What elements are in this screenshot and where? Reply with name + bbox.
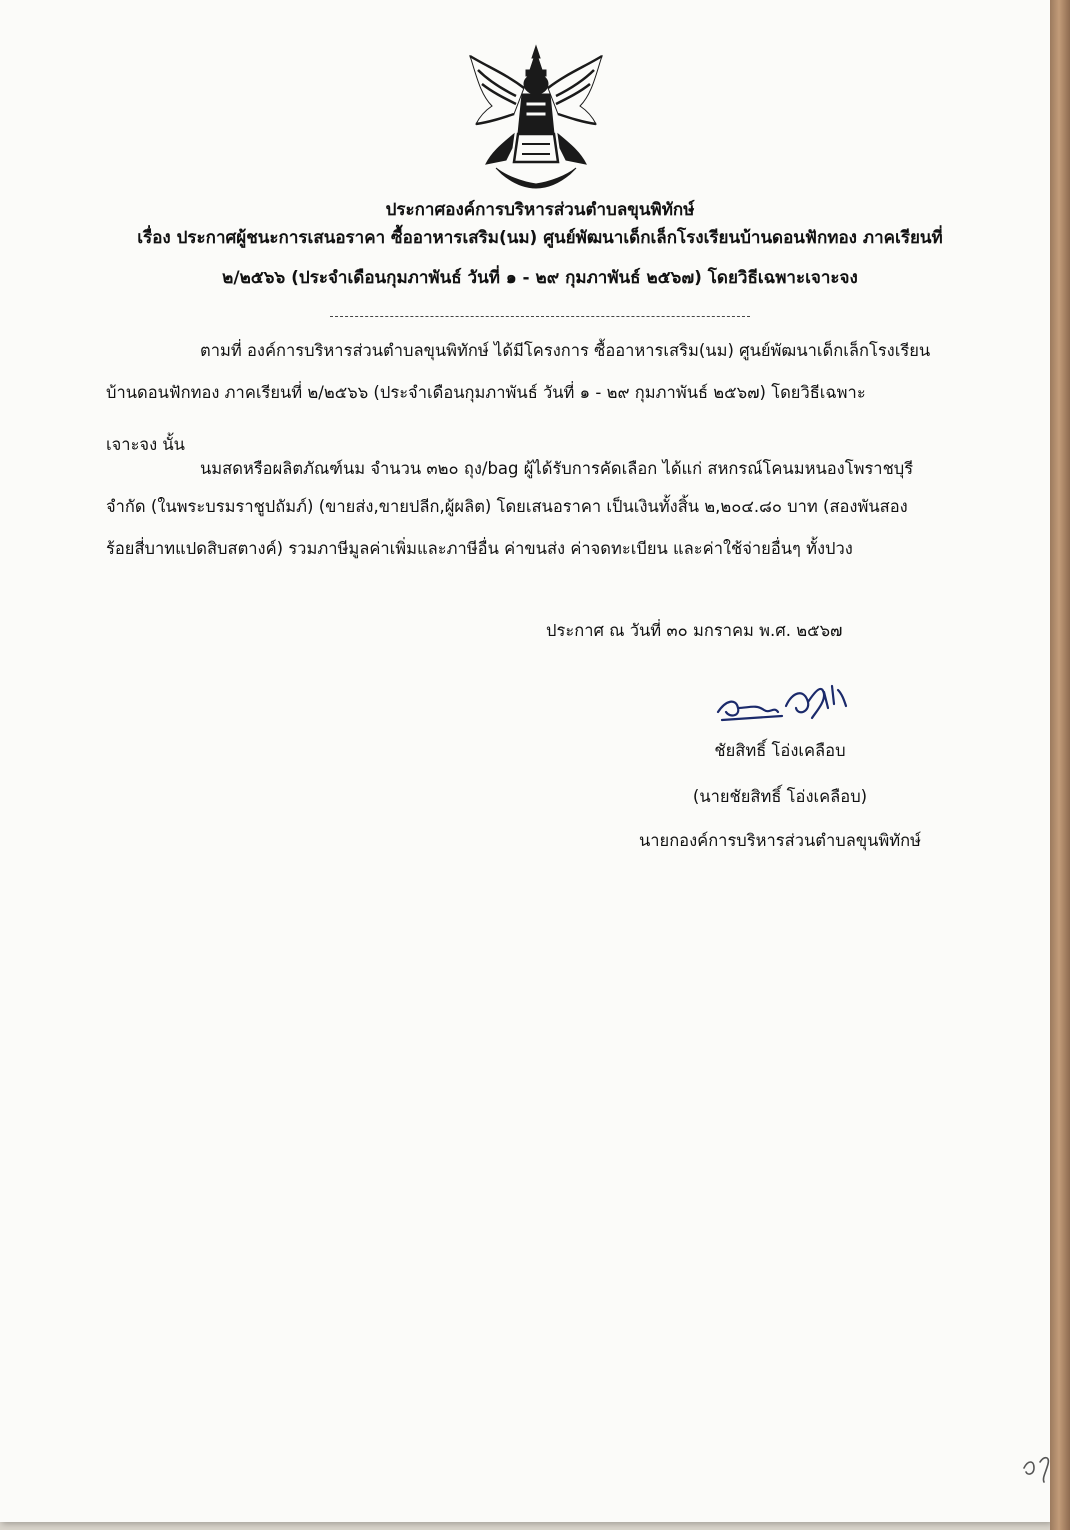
handwritten-signature (712, 682, 852, 724)
handwritten-corner-mark (1020, 1450, 1050, 1484)
signer-name: ชัยสิทธิ์ โอ่งเคลือบ (714, 741, 846, 760)
paragraph-2-line-2: จำกัด (ในพระบรมราชูปถัมภ์) (ขายส่ง,ขายปลีก,ผู้ผลิต) โดยเสนอราคา เป็นเงินทั้งสิ้น ๒,๒๐๔.๘๐ บาท (สองพันสอง (106, 497, 908, 516)
subject-line-1: เรื่อง ประกาศผู้ชนะการเสนอราคา ซื้ออาหารเสริม(นม) ศูนย์พัฒนาเด็กเล็กโรงเรียนบ้านดอนฟักทอง ภาคเรียนที่ (137, 228, 943, 248)
garuda-emblem-icon (466, 44, 606, 190)
paragraph-2-line-1: นมสดหรือผลิตภัณฑ์นม จำนวน ๓๒๐ ถุง/bag ผู้ได้รับการคัดเลือก ได้แก่ สหกรณ์โคนมหนองโพราชบุรี (200, 459, 914, 478)
paragraph-2-line-3: ร้อยสี่บาทแปดสิบสตางค์) รวมภาษีมูลค่าเพิ่มและภาษีอื่น ค่าขนส่ง ค่าจดทะเบียน และค่าใช้จ่ายอื่นๆ ทั้งปวง (106, 539, 853, 558)
signer-position: นายกองค์การบริหารส่วนตำบลขุนพิทักษ์ (638, 831, 922, 850)
announcement-date: ประกาศ ณ วันที่ ๓๐ มกราคม พ.ศ. ๒๕๖๗ (546, 621, 843, 640)
paragraph-1-line-3: เจาะจง นั้น (106, 435, 185, 454)
announcement-title: ประกาศองค์การบริหารส่วนตำบลขุนพิทักษ์ (385, 200, 695, 220)
table-edge-background (1050, 0, 1070, 1530)
subject-line-2: ๒/๒๕๖๖ (ประจำเดือนกุมภาพันธ์ วันที่ ๑ - ๒๙ กุมภาพันธ์ ๒๕๖๗) โดยวิธีเฉพาะเจาะจง (222, 268, 858, 288)
signer-full-name: (นายชัยสิทธิ์ โอ่งเคลือบ) (692, 787, 868, 806)
paragraph-1-line-2: บ้านดอนฟักทอง ภาคเรียนที่ ๒/๒๕๖๖ (ประจำเดือนกุมภาพันธ์ วันที่ ๑ - ๒๙ กุมภาพันธ์ ๒๕๖๗) โดยวิธีเฉพาะ (106, 383, 866, 402)
divider-rule (330, 316, 750, 317)
paragraph-1-line-1: ตามที่ องค์การบริหารส่วนตำบลขุนพิทักษ์ ได้มีโครงการ ซื้ออาหารเสริม(นม) ศูนย์พัฒนาเด็กเล็กโรงเรียน (200, 341, 931, 360)
